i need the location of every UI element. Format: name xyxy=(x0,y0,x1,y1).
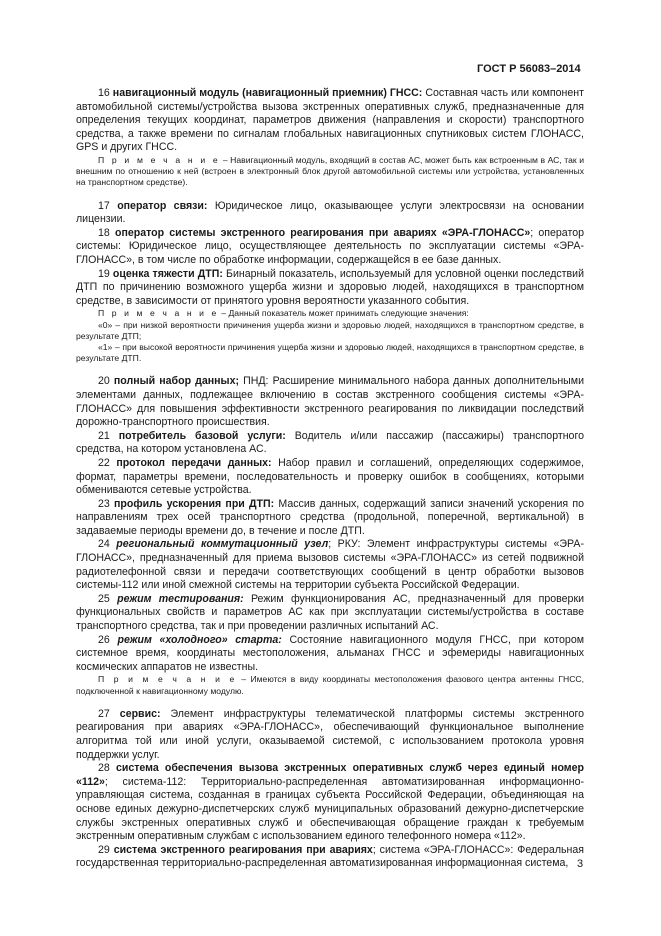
term-definition: Состояние навигационного модуля ГНСС, при котором системное время, координаты местоположения, альманах ГНСС и эфемериды навигационных космических аппаратов не известны. xyxy=(76,633,584,673)
term-number: 16 xyxy=(98,87,110,99)
term-number: 24 xyxy=(98,538,110,551)
term-number: 25 xyxy=(98,592,110,605)
term-19 xyxy=(76,268,584,309)
term-number: 18 xyxy=(98,226,110,239)
note-text: – Имеются в виду координаты местоположения фазового центра антенны ГНСС, подключенной к навигационному модулю. xyxy=(76,674,584,696)
term-title: сервис: xyxy=(119,707,161,720)
term-title: система экстренного реагирования при авариях xyxy=(113,843,373,856)
term-abbreviation: ; система-112 xyxy=(104,775,184,788)
term-25 xyxy=(76,593,584,634)
note-label: П р и м е ч а н и е xyxy=(98,674,237,685)
term-title: режим «холодного» старта: xyxy=(117,633,282,646)
term-number: 19 xyxy=(98,267,110,280)
term-number: 23 xyxy=(98,497,110,510)
term-definition: Водитель и/или пассажир (пассажиры) транспортного средства, на котором установлена АС. xyxy=(76,429,584,456)
term-definition: Набор правил и соглашений, определяющих содержимое, формат, параметры времени, последовательность и проверку ошибок в сообщениях, которыми обмениваются сетевые устройства. xyxy=(76,456,584,497)
term-definition: Режим функционирования АС, предназначенный для проверки функциональных свойств и параметров АС как при эксплуатации системы/устройства в составе транспортного средства, так и при проведении различных испытаний АС. xyxy=(76,592,584,633)
standard-header: ГОСТ Р 56083–2014 xyxy=(477,63,581,75)
term-number: 21 xyxy=(98,429,110,442)
term-28 xyxy=(76,762,584,844)
note-19 xyxy=(76,308,584,319)
term-number: 22 xyxy=(98,456,110,469)
term-definition: Бинарный показатель, используемый для условной оценки последствий ДТП по причинению возможного ущерба жизни и здоровью людей, находящихся в транспортном средстве, в зависимости от принятого уровня вероятности указанного события. xyxy=(76,267,584,307)
term-26 xyxy=(76,634,584,675)
note-label: П р и м е ч а н и е xyxy=(98,154,221,165)
term-definition: : Федеральная государственная территориально-распределенная автоматизированная информационная система, xyxy=(76,843,585,870)
term-24 xyxy=(76,538,584,592)
term-abbreviation: ; система «ЭРА-ГЛОНАСС» xyxy=(372,843,511,856)
term-title: потребитель базовой услуги: xyxy=(118,429,286,442)
note-19-item-0: «0» – при низкой вероятности причинения ущерба жизни и здоровью людей, находящихся в транспортном средстве, в результате ДТП; xyxy=(76,319,584,341)
term-definition: Составная часть или компонент автомобильной системы/устройства вызова экстренных оперативных служб, предназначенные для определения текущих координат, параметров движения (направления и скорости) транспортного средства, а также времени по сигналам глобальных навигационных спутниковых систем ГЛОНАСС, GPS и других ГНСС. xyxy=(76,87,584,154)
note-text: – Навигационный модуль, входящий в состав АС, может быть как встроенным в АС, так и внешним по отношению к ней (встроен в электронный блок другой автомобильной системы или устройства, установленных на транспортном средстве). xyxy=(76,154,584,188)
term-definition: Юридическое лицо, оказывающее услуги электросвязи на основании лицензии. xyxy=(76,199,584,226)
term-number: 20 xyxy=(98,375,110,388)
note-19-item-1: «1» – при высокой вероятности причинения ущерба жизни и здоровью людей, находящихся в транспортном средстве, в результате ДТП. xyxy=(76,341,584,364)
term-number: 17 xyxy=(98,199,110,212)
term-number: 26 xyxy=(98,633,110,646)
term-definition: ; оператор системы: Юридическое лицо, осуществляющее деятельность по эксплуатации системы «ЭРА-ГЛОНАСС», в том числе по обработке информации, содержащейся в ее базе данных. xyxy=(76,226,584,266)
note-26 xyxy=(76,674,584,696)
term-17 xyxy=(76,200,584,227)
term-title: полный набор данных; xyxy=(113,375,240,388)
term-title: режим тестирования: xyxy=(117,592,244,605)
term-title: система обеспечения вызова экстренных оперативных служб через единый номер «112» xyxy=(76,762,584,788)
term-title: оператор связи: xyxy=(117,199,208,212)
term-title: профиль ускорения при ДТП: xyxy=(114,497,275,510)
page-number: 3 xyxy=(577,858,584,870)
term-18 xyxy=(76,227,584,268)
term-title: протокол передачи данных: xyxy=(116,456,272,469)
term-number: 27 xyxy=(98,707,110,720)
note-16 xyxy=(76,155,584,189)
term-16 xyxy=(76,87,584,155)
term-22 xyxy=(76,457,584,498)
term-definition: Массив данных, содержащий записи значений ускорения по направлениям трех осей транспортного средства (продольной, поперечной, вертикальной) в задаваемые периоды времени до, в течение и после ДТП. xyxy=(76,497,584,537)
term-27 xyxy=(76,708,584,762)
term-number: 29 xyxy=(98,843,110,856)
term-20 xyxy=(76,375,584,429)
term-21 xyxy=(76,430,584,457)
term-number: 28 xyxy=(98,762,110,775)
note-text: – Данный показатель может принимать следующие значения: xyxy=(218,308,469,319)
term-definition: : Элемент инфраструктуры системы «ЭРА-ГЛОНАСС», предназначенный для приема вызовов системы «ЭРА-ГЛОНАСС» из сетей подвижной радиотелефонной связи и передачи соответствующих сообщений в центр обработки вызовов системы-112 или иной смежной системы на территории субъекта Российской Федерации. xyxy=(76,538,584,592)
term-definition: Элемент инфраструктуры телематической платформы системы экстренного реагирования при авариях «ЭРА-ГЛОНАСС», обеспечивающий функциональное выполнение алгоритма той или иной услуги, оказываемой системой, с использованием протокола уровня поддержки услуг. xyxy=(76,707,584,761)
term-23 xyxy=(76,498,584,539)
term-title: региональный коммутационный узел xyxy=(116,538,329,551)
document-body xyxy=(76,87,584,871)
term-definition: : Территориально-распределенная автоматизированная информационно-управляющая система, созданная в границах субъекта Российской Федерации, объединяющая на основе единых дежурно-диспетчерских служб муниципальных образований дежурно-диспетчерские службы экстренных оперативных служб и обеспечивающая обращение граждан к требуемым экстренным оперативным службам с использованием единого телефонного номера «112». xyxy=(76,775,584,843)
term-abbreviation: ; РКУ xyxy=(328,538,358,551)
term-title: оператор системы экстренного реагирования при авариях «ЭРА-ГЛОНАСС» xyxy=(114,226,531,239)
term-definition: ПНД: Расширение минимального набора данных дополнительными элементами данных, подлежащее включению в состав экстренного сообщения системы «ЭРА-ГЛОНАСС» для повышения эффективности экстренного реагирования по ликвидации последствий дорожно-транспортного происшествия. xyxy=(76,375,584,429)
note-label: П р и м е ч а н и е xyxy=(98,308,219,319)
term-title: оценка тяжести ДТП: xyxy=(112,267,223,280)
term-29 xyxy=(76,844,584,871)
term-title: навигационный модуль (навигационный приемник) ГНСС: xyxy=(112,87,423,99)
